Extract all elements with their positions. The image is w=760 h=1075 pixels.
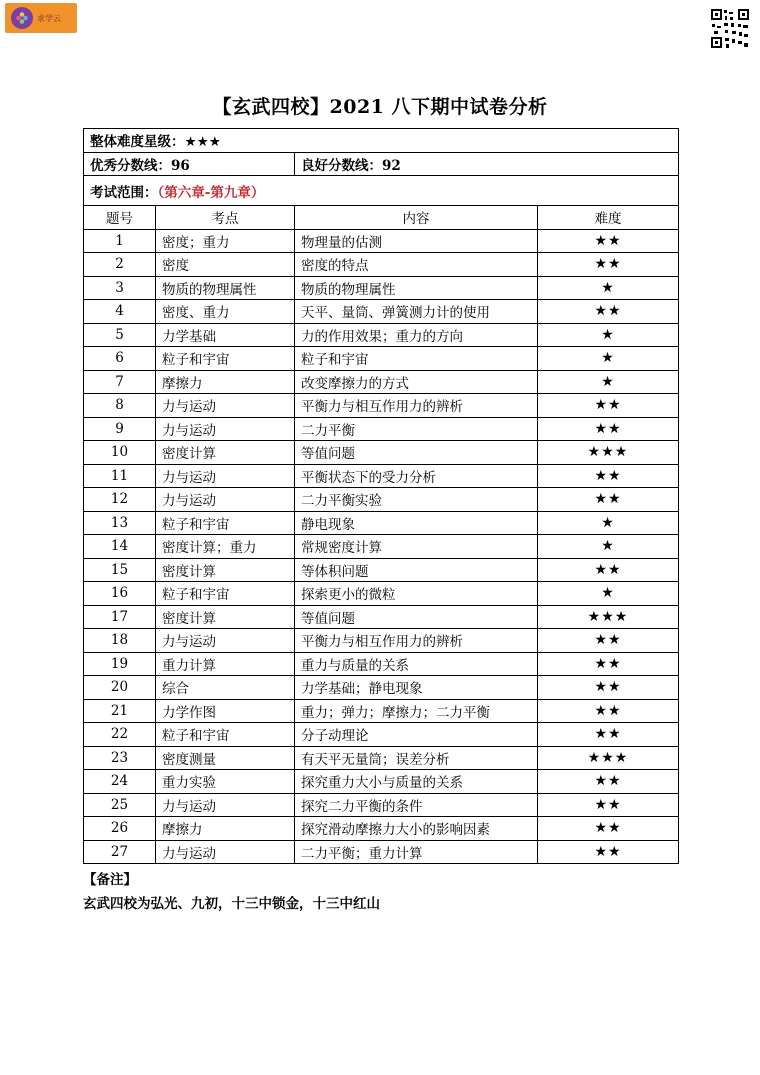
table-row (84, 511, 679, 535)
logo-mark-icon (11, 7, 33, 29)
excellent-score (84, 152, 295, 176)
table-row (84, 793, 679, 817)
question-content: 静电现象 (295, 511, 538, 535)
question-point: 粒子和宇宙 (156, 723, 295, 747)
question-content: 二力平衡实验 (295, 488, 538, 512)
question-number: 11 (84, 464, 156, 488)
question-number: 6 (84, 347, 156, 371)
question-difficulty: ★★ (538, 817, 679, 841)
question-number: 23 (84, 746, 156, 770)
table-row (84, 723, 679, 747)
question-number: 20 (84, 676, 156, 700)
table-row (84, 300, 679, 324)
question-difficulty: ★★ (538, 652, 679, 676)
question-difficulty: ★★ (538, 840, 679, 864)
question-point: 粒子和宇宙 (156, 347, 295, 371)
table-row (84, 629, 679, 653)
notes-text: 玄武四校为弘光、九初，十三中锁金，十三中红山 (83, 896, 380, 912)
question-number: 12 (84, 488, 156, 512)
question-content: 探究二力平衡的条件 (295, 793, 538, 817)
question-point: 摩擦力 (156, 817, 295, 841)
question-point: 力学作图 (156, 699, 295, 723)
question-difficulty: ★★ (538, 300, 679, 324)
question-content: 等值问题 (295, 441, 538, 465)
good-score (295, 152, 679, 176)
question-difficulty: ★★★ (538, 441, 679, 465)
question-number: 14 (84, 535, 156, 559)
question-number: 21 (84, 699, 156, 723)
overall-row (84, 129, 679, 153)
question-number: 3 (84, 276, 156, 300)
question-difficulty: ★ (538, 370, 679, 394)
question-point: 力与运动 (156, 417, 295, 441)
table-row (84, 605, 679, 629)
question-point: 重力计算 (156, 652, 295, 676)
overall-label: 整体难度星级： (90, 134, 185, 151)
question-number: 27 (84, 840, 156, 864)
question-point: 密度 (156, 253, 295, 277)
question-number: 22 (84, 723, 156, 747)
question-point: 密度计算 (156, 605, 295, 629)
notes-section (83, 869, 380, 915)
question-difficulty: ★★ (538, 699, 679, 723)
question-point: 粒子和宇宙 (156, 511, 295, 535)
question-content: 粒子和宇宙 (295, 347, 538, 371)
question-point: 密度计算；重力 (156, 535, 295, 559)
question-point: 密度测量 (156, 746, 295, 770)
question-difficulty: ★ (538, 347, 679, 371)
table-row (84, 535, 679, 559)
question-difficulty: ★★ (538, 253, 679, 277)
table-row (84, 323, 679, 347)
range-label: 考试范围： (90, 184, 158, 201)
table-row (84, 417, 679, 441)
table-row (84, 676, 679, 700)
question-difficulty: ★★ (538, 676, 679, 700)
column-header-row (84, 206, 679, 230)
question-difficulty: ★★ (538, 229, 679, 253)
question-content: 探究滑动摩擦力大小的影响因素 (295, 817, 538, 841)
question-number: 15 (84, 558, 156, 582)
analysis-table (83, 128, 679, 864)
question-difficulty: ★★ (538, 723, 679, 747)
question-point: 力学基础 (156, 323, 295, 347)
question-difficulty: ★★ (538, 464, 679, 488)
question-number: 16 (84, 582, 156, 606)
question-content: 常规密度计算 (295, 535, 538, 559)
range-row (84, 176, 679, 206)
question-number: 1 (84, 229, 156, 253)
question-point: 密度计算 (156, 558, 295, 582)
question-point: 摩擦力 (156, 370, 295, 394)
column-header-difficulty: 难度 (538, 206, 679, 230)
question-number: 26 (84, 817, 156, 841)
column-header-no: 题号 (84, 206, 156, 230)
question-number: 17 (84, 605, 156, 629)
question-difficulty: ★ (538, 535, 679, 559)
question-content: 力的作用效果；重力的方向 (295, 323, 538, 347)
question-content: 物质的物理属性 (295, 276, 538, 300)
table-row (84, 347, 679, 371)
table-row (84, 817, 679, 841)
brand-logo (5, 3, 77, 33)
table-row (84, 394, 679, 418)
overall-difficulty (84, 129, 679, 153)
good-label: 良好分数线： (301, 157, 382, 174)
question-content: 改变摩擦力的方式 (295, 370, 538, 394)
table-row (84, 558, 679, 582)
question-difficulty: ★ (538, 323, 679, 347)
table-row (84, 652, 679, 676)
question-content: 分子动理论 (295, 723, 538, 747)
question-point: 粒子和宇宙 (156, 582, 295, 606)
question-content: 二力平衡；重力计算 (295, 840, 538, 864)
column-header-point: 考点 (156, 206, 295, 230)
question-content: 二力平衡 (295, 417, 538, 441)
question-point: 力与运动 (156, 629, 295, 653)
question-content: 物理量的估测 (295, 229, 538, 253)
question-point: 综合 (156, 676, 295, 700)
question-number: 7 (84, 370, 156, 394)
question-content: 力学基础；静电现象 (295, 676, 538, 700)
qr-code-icon (710, 4, 750, 50)
question-number: 13 (84, 511, 156, 535)
table-row (84, 370, 679, 394)
question-content: 等体积问题 (295, 558, 538, 582)
good-value: 92 (382, 157, 401, 174)
question-difficulty: ★★ (538, 770, 679, 794)
excellent-value: 96 (171, 157, 190, 174)
question-point: 力与运动 (156, 488, 295, 512)
page-title: 【玄武四校】2021 八下期中试卷分析 (212, 96, 548, 118)
question-difficulty: ★★★ (538, 605, 679, 629)
question-number: 8 (84, 394, 156, 418)
question-difficulty: ★★ (538, 488, 679, 512)
question-difficulty: ★★ (538, 793, 679, 817)
question-point: 密度；重力 (156, 229, 295, 253)
question-point: 力与运动 (156, 464, 295, 488)
question-point: 物质的物理属性 (156, 276, 295, 300)
question-point: 密度、重力 (156, 300, 295, 324)
table-row (84, 464, 679, 488)
question-content: 重力与质量的关系 (295, 652, 538, 676)
table-row (84, 253, 679, 277)
question-number: 2 (84, 253, 156, 277)
question-number: 18 (84, 629, 156, 653)
range-value: （第六章-第九章） (157, 184, 265, 201)
question-rows (84, 229, 679, 864)
question-content: 平衡力与相互作用力的辨析 (295, 394, 538, 418)
question-difficulty: ★★ (538, 394, 679, 418)
table-row (84, 229, 679, 253)
question-point: 力与运动 (156, 840, 295, 864)
table-row (84, 488, 679, 512)
logo-text: 求学云 (37, 13, 61, 23)
table-row (84, 840, 679, 864)
question-difficulty: ★★ (538, 417, 679, 441)
question-number: 9 (84, 417, 156, 441)
question-content: 有天平无量筒；误差分析 (295, 746, 538, 770)
question-number: 4 (84, 300, 156, 324)
table-row (84, 770, 679, 794)
question-number: 19 (84, 652, 156, 676)
question-difficulty: ★ (538, 276, 679, 300)
question-difficulty: ★ (538, 511, 679, 535)
overall-stars: ★★★ (184, 134, 221, 151)
question-difficulty: ★ (538, 582, 679, 606)
question-point: 力与运动 (156, 793, 295, 817)
table-row (84, 441, 679, 465)
question-point: 重力实验 (156, 770, 295, 794)
question-content: 探索更小的微粒 (295, 582, 538, 606)
table-row (84, 276, 679, 300)
table-row (84, 746, 679, 770)
question-content: 密度的特点 (295, 253, 538, 277)
exam-range (84, 176, 679, 206)
question-content: 平衡力与相互作用力的辨析 (295, 629, 538, 653)
column-header-content: 内容 (295, 206, 538, 230)
question-number: 5 (84, 323, 156, 347)
table-row (84, 582, 679, 606)
question-number: 24 (84, 770, 156, 794)
question-difficulty: ★★ (538, 558, 679, 582)
question-number: 25 (84, 793, 156, 817)
question-point: 力与运动 (156, 394, 295, 418)
question-content: 探究重力大小与质量的关系 (295, 770, 538, 794)
question-content: 平衡状态下的受力分析 (295, 464, 538, 488)
question-point: 密度计算 (156, 441, 295, 465)
question-content: 天平、量筒、弹簧测力计的使用 (295, 300, 538, 324)
excellent-label: 优秀分数线： (90, 157, 171, 174)
question-difficulty: ★★★ (538, 746, 679, 770)
notes-heading: 【备注】 (83, 872, 137, 888)
table-row (84, 699, 679, 723)
question-content: 重力；弹力；摩擦力；二力平衡 (295, 699, 538, 723)
question-difficulty: ★★ (538, 629, 679, 653)
question-content: 等值问题 (295, 605, 538, 629)
question-number: 10 (84, 441, 156, 465)
score-line-row (84, 152, 679, 176)
